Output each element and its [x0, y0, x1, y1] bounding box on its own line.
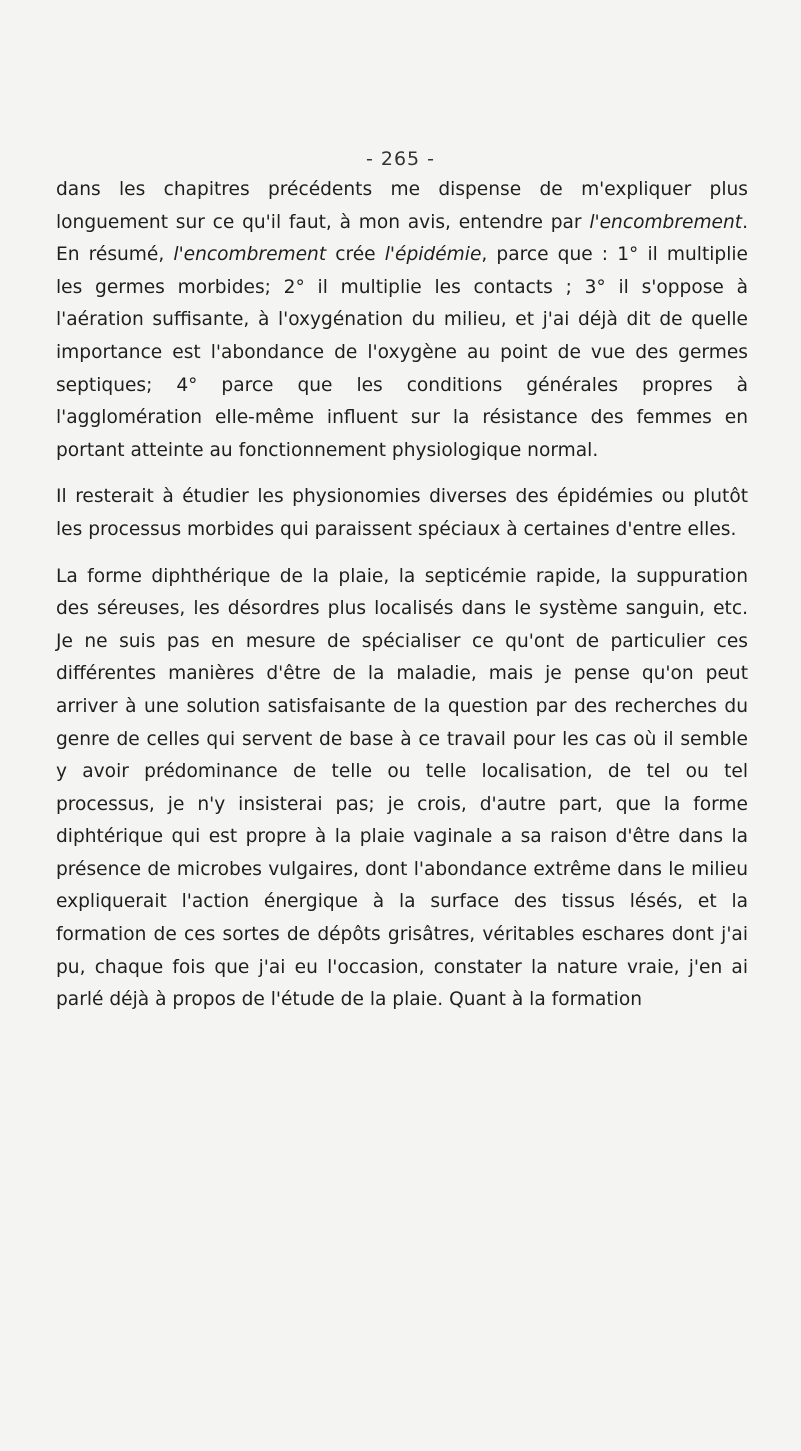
paragraph-2: Il resterait à étudier les physionomies diverses des épidémies ou plutôt les processus morbides qui paraissent spéciaux à certaines d'entre elles. [56, 486, 748, 540]
page-number: - 265 - [365, 148, 436, 170]
body-text [56, 174, 748, 1031]
italic-term: l'encombrement [589, 211, 743, 233]
italic-term: l'encombrement [173, 244, 327, 266]
italic-term: l'épidémie [384, 244, 482, 266]
text-run: . En résumé, [56, 211, 748, 266]
text-run: dans les chapitres précédents me dispense de m'expliquer plus longuement sur ce qu'il faut, à mon avis, entendre par [56, 179, 748, 233]
paragraph-3: La forme diphthérique de la plaie, la septicémie rapide, la suppuration des séreuses, les désordres plus localisés dans le système sanguin, etc. Je ne suis pas en mesure de spécialiser ce qu'ont de particulier ces différentes manières d'être de la maladie, mais je pense qu'on peut arriver à une solution satisfaisante de la question par des recherches du genre de celles qui servent de base à ce travail pour les cas où il semble y avoir prédominance de telle ou telle localisation, de tel ou tel processus, je n'y insisterai pas; je crois, d'autre part, que la forme diphtérique qui est propre à la plaie vaginale a sa raison d'être dans la présence de microbes vulgaires, dont l'abondance extrême dans le milieu expliquerait l'action énergique à la surface des tissus lésés, et la formation de ces sortes de dépôts grisâtres, véritables eschares dont j'ai pu, chaque fois que j'ai eu l'occasion, constater la nature vraie, j'en ai parlé déjà à propos de l'étude de la plaie. Quant à la formation [56, 565, 748, 1011]
text-run: , parce que : 1° il multiplie les germes morbides; 2° il multiplie les contacts ; 3° il s'oppose à l'aération suffisante, à l'oxygénation du milieu, et j'ai déjà dit de quelle importance est l'abondance de l'oxygène au point de vue des germes septiques; 4° parce que les conditions générales propres à l'agglomération elle-même influent sur la résistance des femmes en portant atteinte au fonctionnement physiologique normal. [56, 244, 748, 461]
text-run: crée [326, 244, 385, 266]
paragraph-1 [56, 174, 748, 467]
